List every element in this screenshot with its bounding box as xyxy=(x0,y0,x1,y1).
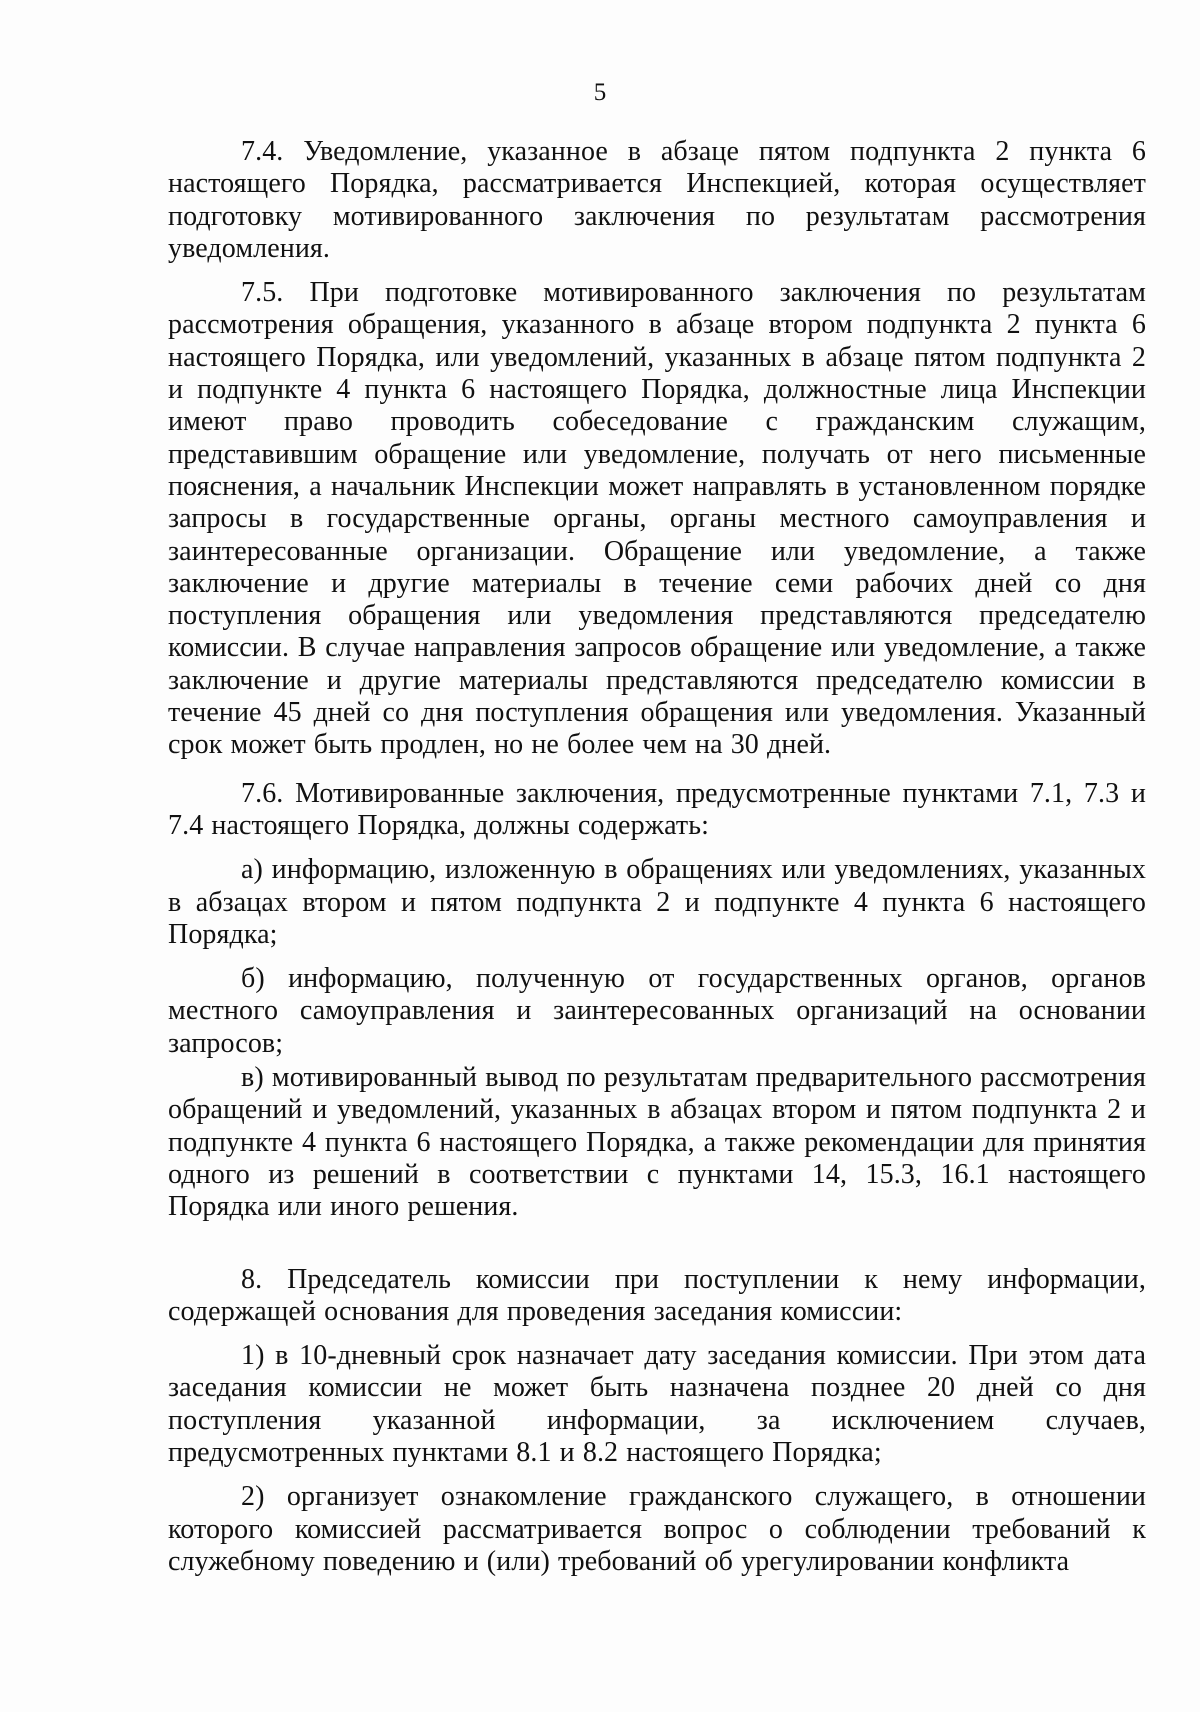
paragraph-7-5: 7.5. При подготовке мотивированного заключения по результатам рассмотрения обращения, указанного в абзаце втором подпункта 2 пункта 6 настоящего Порядка, или уведомлений, указанных в абзаце пятом подпункта 2 и подпункте 4 пункта 6 настоящего Порядка, должностные лица Инспекции имеют право проводить собеседование с гражданским служащим, представившим обращение или уведомление, получать от него письменные пояснения, а начальник Инспекции может направлять в установленном порядке запросы в государственные органы, органы местного самоуправления и заинтересованные организации. Обращение или уведомление, а также заключение и другие материалы в течение семи рабочих дней со дня поступления обращения или уведомления представляются председателю комиссии. В случае направления запросов обращение или уведомление, а также заключение и другие материалы представляются председателю комиссии в течение 45 дней со дня поступления обращения или уведомления. Указанный срок может быть продлен, но не более чем на 30 дней. xyxy=(168,277,1146,761)
list-item-a: а) информацию, изложенную в обращениях или уведомлениях, указанных в абзацах втором и пятом подпункта 2 и подпункте 4 пункта 6 настоящего Порядка; xyxy=(168,854,1146,950)
document-body xyxy=(168,136,1146,1578)
page-number: 5 xyxy=(593,79,607,106)
list-item-b: б) информацию, полученную от государственных органов, органов местного самоуправления и заинтересованных организаций на основании запросов; xyxy=(168,963,1146,1059)
paragraph-7-4: 7.4. Уведомление, указанное в абзаце пятом подпункта 2 пункта 6 настоящего Порядка, рассматривается Инспекцией, которая осуществляет подготовку мотивированного заключения по результатам рассмотрения уведомления. xyxy=(168,136,1146,264)
list-item-2: 2) организует ознакомление гражданского служащего, в отношении которого комиссией рассматривается вопрос о соблюдении требований к служебному поведению и (или) требований об урегулировании конфликта xyxy=(168,1481,1146,1577)
list-item-1: 1) в 10-дневный срок назначает дату заседания комиссии. При этом дата заседания комиссии не может быть назначена позднее 20 дней со дня поступления указанной информации, за исключением случаев, предусмотренных пунктами 8.1 и 8.2 настоящего Порядка; xyxy=(168,1340,1146,1468)
paragraph-8: 8. Председатель комиссии при поступлении к нему информации, содержащей основания для проведения заседания комиссии: xyxy=(168,1263,1146,1327)
list-item-v: в) мотивированный вывод по результатам предварительного рассмотрения обращений и уведомлений, указанных в абзацах втором и пятом подпункта 2 и подпункте 4 пункта 6 настоящего Порядка, а также рекомендации для принятия одного из решений в соответствии с пунктами 14, 15.3, 16.1 настоящего Порядка или иного решения. xyxy=(168,1062,1146,1223)
paragraph-7-6: 7.6. Мотивированные заключения, предусмотренные пунктами 7.1, 7.3 и 7.4 настоящего Порядка, должны содержать: xyxy=(168,777,1146,841)
